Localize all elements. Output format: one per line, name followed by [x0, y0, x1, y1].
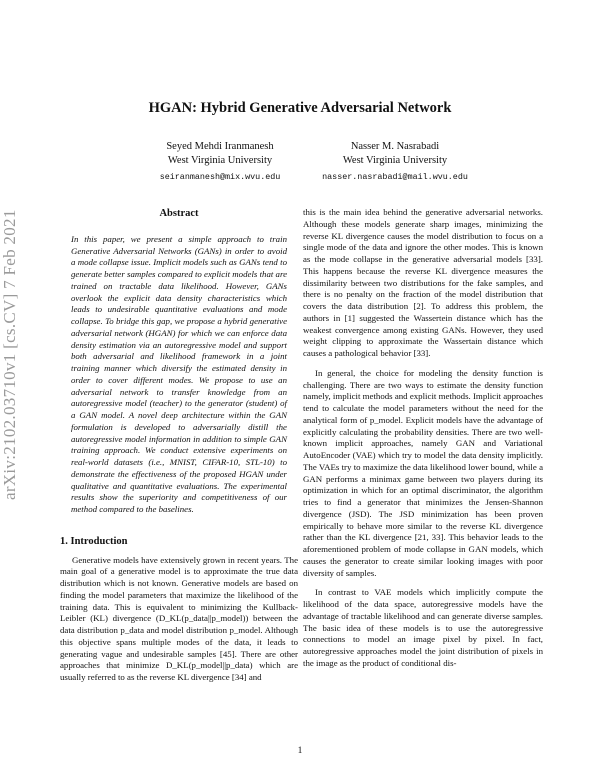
intro-paragraph-1: Generative models have extensively grown in recent years. The main goal of a generative model is to approximate the true data distribution which is not known. Generative models are based on finding the model parameters that maximize the likelihood of the training data. This is equivalent to minimizing the Kullback-Leibler (KL) divergence (D_KL(p_data||p_model)) between the data distribution p_data and model distribution p_model. Although this objective spans multiple modes of the data, it leads to generating vague and undesirable samples [45]. There are other approaches that minimize D_KL(p_model||p_data) which are usually referred to as the reverse KL divergence [34] and	[60, 554, 298, 682]
author-affiliation: West Virginia University	[342, 155, 448, 166]
section-heading-introduction: 1. Introduction	[60, 535, 128, 547]
paper-title: HGAN: Hybrid Generative Adversarial Network	[148, 100, 452, 116]
intro-paragraph-3: In general, the choice for modeling the density function is challenging. There are two ways to estimate the density function namely, implicit methods and explicit methods. Implicit approaches tend to calculate the model parameters without the need for the analytical form of p_model. Explicit models have the advantage of explicitly calculating the probability densities. There are two well-known implicit approaches, namely GAN and Variational AutoEncoder (VAE) which try to model the data density implicitly. The VAEs try to maximize the data likelihood lower bound, while a GAN performs a minimax game between two players during its optimization in which for an optimal discriminator, the algorithm tries to find a generator that minimizes the Jensen-Shannon divergence (JSD). The JSD minimization has been proven empirically to behave more similar to the reverse KL divergence rather than the KL divergence [21, 33]. This behavior leads to the aforementioned problem of mode collapse in GAN models, which causes the generator to create similar looking images with poor diversity of samples.	[303, 367, 543, 578]
author-name: Seyed Mehdi Iranmanesh	[166, 141, 274, 152]
right-column	[303, 207, 543, 678]
arxiv-identifier: arXiv:2102.03710v1 [cs.CV] 7 Feb 2021	[0, 209, 19, 500]
author-affiliation: West Virginia University	[167, 155, 273, 166]
author-2	[300, 140, 490, 184]
author-email: nasser.nasrabadi@mail.wvu.edu	[322, 172, 468, 182]
author-1	[120, 140, 320, 184]
abstract-text: In this paper, we present a simple approach to train Generative Adversarial Networks (GANs) in order to avoid a mode collapse issue. Implicit models such as GANs tend to generate better samples compared to explicit models that are trained on tractable data likelihood. However, GANs overlook the explicit data density characteristics which leads to undesirable quantitative evaluations and mode collapse. To bridge this gap, we propose a hybrid generative adversarial network (HGAN) for which we can enforce data density estimation via an autoregressive model and support both adversarial and likelihood framework in a joint training manner which diversify the estimated density in order to cover different modes. We propose to use an adversarial network to transfer knowledge from an autoregressive model (teacher) to the generator (student) of a GAN model. A novel deep architecture within the GAN formulation is developed to adversarially distill the autoregressive model information in addition to simple GAN training approach. We conduct extensive experiments on real-world datasets (i.e., MNIST, CIFAR-10, STL-10) to demonstrate the effectiveness of the proposed HGAN under qualitative and quantitative evaluations. The experimental results show the superiority and competitiveness of our method compared to the baselines.	[71, 233, 287, 514]
abstract-heading: Abstract	[159, 208, 199, 219]
author-name: Nasser M. Nasrabadi	[350, 141, 440, 152]
intro-paragraph-4: In contrast to VAE models which implicitly compute the likelihood of the data space, autoregressive models have the advantage of tractable likelihood and can generate diverse samples. The basic idea of these models is to use the autoregressive connections to model an image pixel by pixel. In fact, autoregressive approaches model the joint distribution of pixels in the image as the product of conditional dis-	[303, 587, 543, 668]
page-number: 1	[297, 746, 303, 756]
left-column	[60, 208, 298, 692]
intro-paragraph-2: this is the main idea behind the generative adversarial networks. Although these models generate sharp images, minimizing the reverse KL divergence causes the model distribution to focus on a single mode of the data and ignore the other modes. This is known as the mode collapse in the generative adversarial models [33]. This happens because the reverse KL divergence measures the dissimilarity between two distributions for the fake samples, and there is no penalty on the fraction of the model distribution that covers the data distribution [2]. To address this problem, the authors in [1] suggested the Wassertein distance which has the weakest convergence among existing GANs. However, they used weight clipping to approximate the Wassertain distance which causes a pathological behavior [33].	[303, 207, 543, 358]
author-email: seiranmanesh@mix.wvu.edu	[159, 172, 281, 182]
